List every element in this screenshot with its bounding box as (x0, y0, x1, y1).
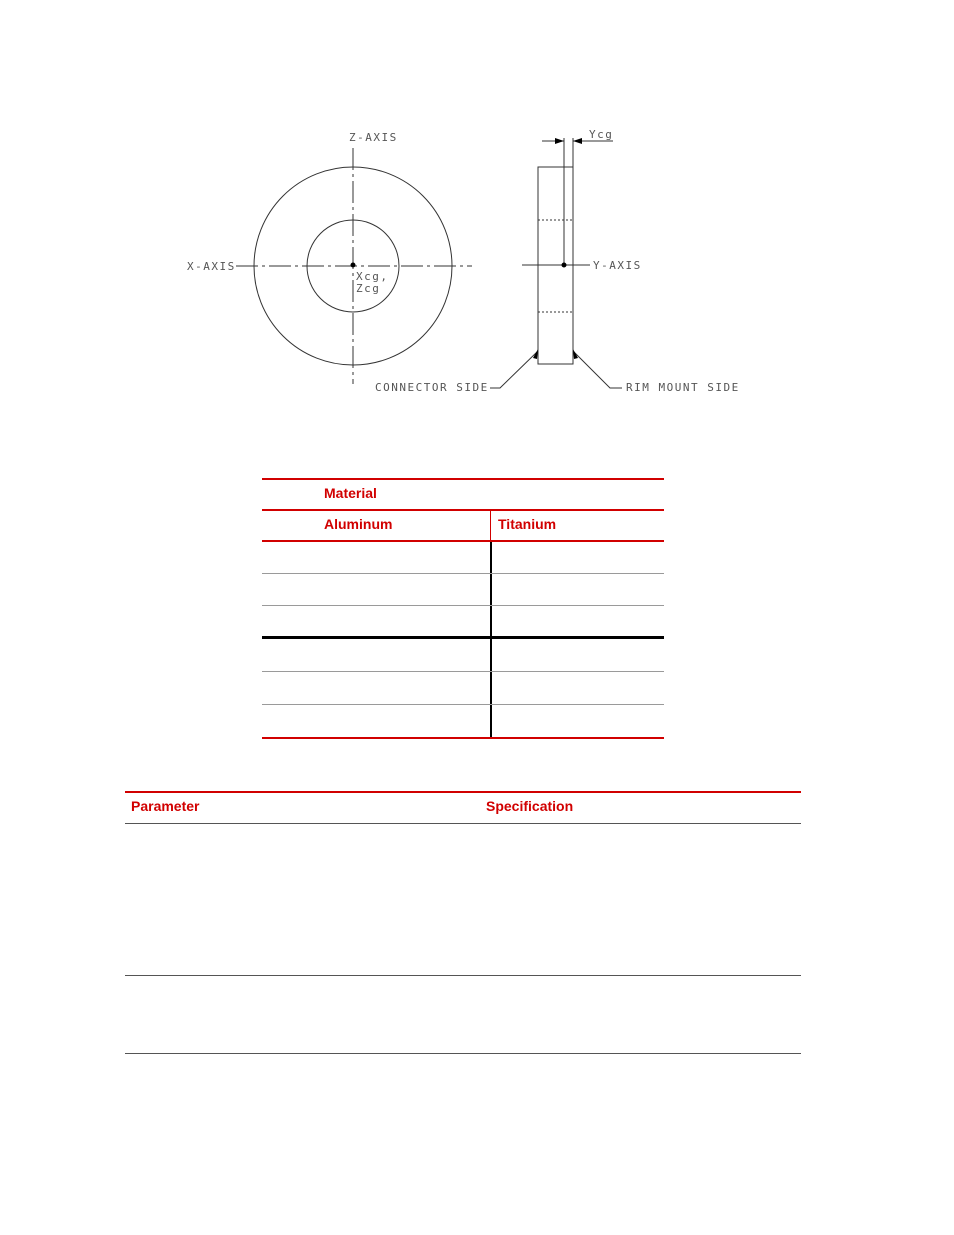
ycg-label: Ycg (589, 128, 614, 141)
specification-column-header: Specification (486, 798, 574, 814)
center-of-gravity-diagram (0, 0, 954, 420)
spec-table-bottom-rule (125, 1053, 801, 1054)
spec-table-top-rule (125, 791, 801, 793)
front-cg-point (351, 263, 356, 268)
row-rule-4 (262, 704, 664, 705)
rim-mount-side-label: RIM MOUNT SIDE (626, 381, 740, 394)
body-column-divider (490, 542, 492, 738)
material-group-header: Material (324, 485, 377, 501)
y-axis-label: Y-AXIS (593, 259, 642, 272)
section-rule (262, 636, 664, 639)
connector-side-label: CONNECTOR SIDE (375, 381, 489, 394)
rim-arrow (573, 349, 578, 359)
header-column-divider (490, 510, 491, 541)
side-cg-point (562, 263, 567, 268)
ycg-arrow-left (555, 138, 564, 144)
connector-arrow (533, 349, 538, 359)
material-table-top-rule (262, 478, 664, 480)
row-rule-1 (262, 573, 664, 574)
material-header-rule (262, 509, 664, 511)
material-column-header-rule (262, 540, 664, 542)
x-axis-label: X-AXIS (187, 260, 236, 273)
material-table-bottom-rule (262, 737, 664, 739)
row-rule-3 (262, 671, 664, 672)
rim-mount-side-leader (573, 351, 622, 388)
xcg-label: Xcg, (356, 270, 389, 283)
titanium-column-header: Titanium (498, 516, 557, 532)
connector-side-leader (490, 351, 538, 388)
spec-row-rule-1 (125, 975, 801, 976)
zcg-label: Zcg (356, 282, 381, 295)
row-rule-2 (262, 605, 664, 606)
spec-header-rule (125, 823, 801, 824)
parameter-column-header: Parameter (131, 798, 200, 814)
ycg-arrow-right (573, 138, 582, 144)
aluminum-column-header: Aluminum (324, 516, 393, 532)
z-axis-label: Z-AXIS (349, 131, 398, 144)
